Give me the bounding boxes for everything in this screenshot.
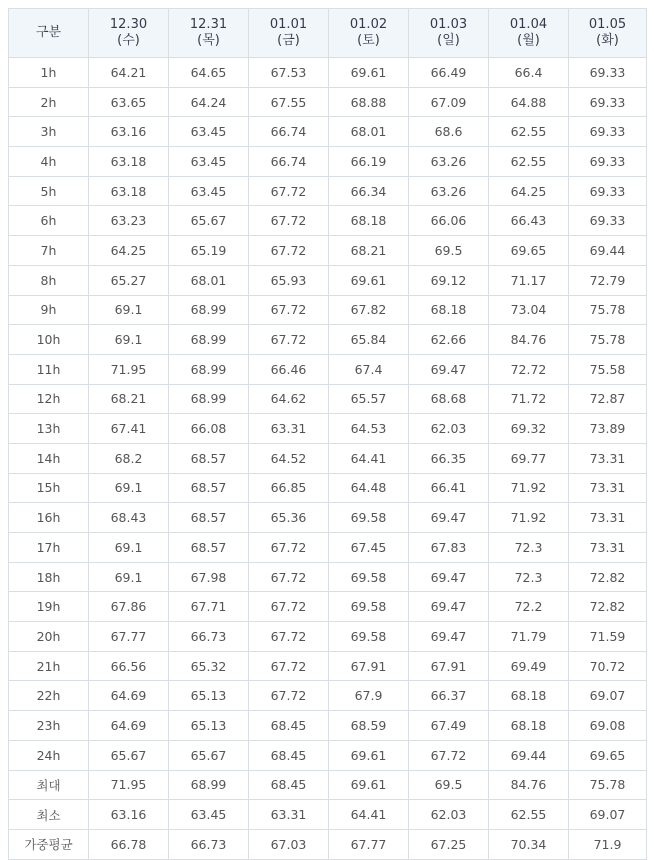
value-cell: 63.45 <box>169 147 249 177</box>
value-cell: 72.82 <box>569 562 647 592</box>
table-row <box>9 681 647 711</box>
value-cell: 64.65 <box>169 58 249 88</box>
value-cell: 65.67 <box>169 740 249 770</box>
value-cell: 68.99 <box>169 325 249 355</box>
value-cell: 67.09 <box>409 87 489 117</box>
value-cell: 69.61 <box>329 265 409 295</box>
header-date-cell <box>89 9 169 58</box>
row-label-cell: 3h <box>9 117 89 147</box>
value-cell: 68.57 <box>169 533 249 563</box>
value-cell: 68.99 <box>169 384 249 414</box>
value-cell: 65.67 <box>169 206 249 236</box>
header-label-cell: 구분 <box>9 9 89 58</box>
value-cell: 66.4 <box>489 58 569 88</box>
value-cell: 68.43 <box>89 503 169 533</box>
table-row <box>9 325 647 355</box>
value-cell: 69.47 <box>409 622 489 652</box>
row-label-cell: 22h <box>9 681 89 711</box>
value-cell: 72.82 <box>569 592 647 622</box>
value-cell: 64.88 <box>489 87 569 117</box>
table-row <box>9 562 647 592</box>
value-cell: 62.03 <box>409 800 489 830</box>
value-cell: 69.61 <box>329 770 409 800</box>
value-cell: 73.04 <box>489 295 569 325</box>
value-cell: 63.18 <box>89 176 169 206</box>
value-cell: 67.72 <box>249 176 329 206</box>
value-cell: 69.1 <box>89 533 169 563</box>
table-row <box>9 265 647 295</box>
value-cell: 69.47 <box>409 562 489 592</box>
value-cell: 67.72 <box>249 206 329 236</box>
value-cell: 67.83 <box>409 533 489 563</box>
value-cell: 72.79 <box>569 265 647 295</box>
value-cell: 65.67 <box>89 740 169 770</box>
value-cell: 67.72 <box>249 622 329 652</box>
value-cell: 69.5 <box>409 770 489 800</box>
row-label-cell: 5h <box>9 176 89 206</box>
value-cell: 73.31 <box>569 503 647 533</box>
header-day: (토) <box>357 33 380 48</box>
value-cell: 64.21 <box>89 58 169 88</box>
value-cell: 69.33 <box>569 87 647 117</box>
header-date: 01.05 <box>588 17 627 32</box>
table-row <box>9 770 647 800</box>
header-date-cell <box>489 9 569 58</box>
value-cell: 67.72 <box>249 562 329 592</box>
table-row <box>9 206 647 236</box>
value-cell: 71.9 <box>569 829 647 859</box>
value-cell: 68.99 <box>169 770 249 800</box>
row-label-cell: 19h <box>9 592 89 622</box>
value-cell: 69.65 <box>489 236 569 266</box>
value-cell: 67.82 <box>329 295 409 325</box>
row-label-cell: 9h <box>9 295 89 325</box>
value-cell: 68.21 <box>89 384 169 414</box>
value-cell: 73.89 <box>569 414 647 444</box>
value-cell: 64.25 <box>89 236 169 266</box>
row-label-cell: 21h <box>9 651 89 681</box>
value-cell: 69.47 <box>409 592 489 622</box>
value-cell: 62.66 <box>409 325 489 355</box>
row-label-cell: 23h <box>9 711 89 741</box>
row-label-cell: 14h <box>9 443 89 473</box>
header-date-cell <box>409 9 489 58</box>
value-cell: 68.99 <box>169 354 249 384</box>
value-cell: 67.55 <box>249 87 329 117</box>
hourly-price-table <box>8 8 647 860</box>
value-cell: 63.18 <box>89 147 169 177</box>
value-cell: 63.23 <box>89 206 169 236</box>
value-cell: 66.41 <box>409 473 489 503</box>
value-cell: 68.18 <box>489 711 569 741</box>
value-cell: 71.92 <box>489 503 569 533</box>
value-cell: 63.31 <box>249 800 329 830</box>
value-cell: 71.92 <box>489 473 569 503</box>
value-cell: 69.58 <box>329 592 409 622</box>
value-cell: 67.77 <box>89 622 169 652</box>
value-cell: 65.13 <box>169 711 249 741</box>
value-cell: 68.45 <box>249 770 329 800</box>
value-cell: 67.98 <box>169 562 249 592</box>
row-label-cell: 11h <box>9 354 89 384</box>
value-cell: 66.06 <box>409 206 489 236</box>
value-cell: 67.72 <box>249 681 329 711</box>
value-cell: 63.45 <box>169 800 249 830</box>
value-cell: 68.68 <box>409 384 489 414</box>
value-cell: 67.72 <box>249 295 329 325</box>
value-cell: 69.77 <box>489 443 569 473</box>
header-date: 12.30 <box>109 17 148 32</box>
value-cell: 71.95 <box>89 354 169 384</box>
value-cell: 65.19 <box>169 236 249 266</box>
value-cell: 66.46 <box>249 354 329 384</box>
table-row <box>9 800 647 830</box>
value-cell: 67.72 <box>249 533 329 563</box>
table-row <box>9 414 647 444</box>
value-cell: 65.36 <box>249 503 329 533</box>
table-row <box>9 829 647 859</box>
table-row <box>9 147 647 177</box>
value-cell: 63.31 <box>249 414 329 444</box>
header-date: 01.02 <box>349 17 388 32</box>
value-cell: 63.16 <box>89 800 169 830</box>
value-cell: 69.07 <box>569 681 647 711</box>
value-cell: 66.37 <box>409 681 489 711</box>
value-cell: 68.57 <box>169 443 249 473</box>
value-cell: 63.45 <box>169 117 249 147</box>
header-day: (목) <box>197 33 220 48</box>
value-cell: 67.9 <box>329 681 409 711</box>
value-cell: 62.03 <box>409 414 489 444</box>
value-cell: 67.72 <box>249 651 329 681</box>
row-label-cell: 4h <box>9 147 89 177</box>
row-label-cell: 16h <box>9 503 89 533</box>
value-cell: 66.19 <box>329 147 409 177</box>
row-label-cell: 13h <box>9 414 89 444</box>
value-cell: 69.33 <box>569 147 647 177</box>
value-cell: 66.49 <box>409 58 489 88</box>
value-cell: 64.25 <box>489 176 569 206</box>
table-row <box>9 711 647 741</box>
value-cell: 72.72 <box>489 354 569 384</box>
row-label-cell: 12h <box>9 384 89 414</box>
value-cell: 66.35 <box>409 443 489 473</box>
value-cell: 69.1 <box>89 325 169 355</box>
value-cell: 67.86 <box>89 592 169 622</box>
value-cell: 69.44 <box>489 740 569 770</box>
value-cell: 75.78 <box>569 770 647 800</box>
price-table-container <box>8 8 647 860</box>
value-cell: 66.74 <box>249 117 329 147</box>
value-cell: 68.45 <box>249 740 329 770</box>
header-date: 01.03 <box>429 17 468 32</box>
value-cell: 66.73 <box>169 622 249 652</box>
value-cell: 68.6 <box>409 117 489 147</box>
value-cell: 62.55 <box>489 800 569 830</box>
value-cell: 67.77 <box>329 829 409 859</box>
row-label-cell: 24h <box>9 740 89 770</box>
value-cell: 69.61 <box>329 58 409 88</box>
value-cell: 67.71 <box>169 592 249 622</box>
header-day: (월) <box>517 33 540 48</box>
header-date: 12.31 <box>189 17 228 32</box>
value-cell: 69.08 <box>569 711 647 741</box>
value-cell: 63.16 <box>89 117 169 147</box>
value-cell: 73.31 <box>569 443 647 473</box>
row-label-cell: 2h <box>9 87 89 117</box>
row-label-cell: 가중평균 <box>9 829 89 859</box>
header-day: (금) <box>277 33 300 48</box>
header-date-cell <box>249 9 329 58</box>
value-cell: 69.58 <box>329 503 409 533</box>
value-cell: 63.26 <box>409 147 489 177</box>
value-cell: 73.31 <box>569 473 647 503</box>
row-label-cell: 15h <box>9 473 89 503</box>
value-cell: 67.41 <box>89 414 169 444</box>
table-row <box>9 295 647 325</box>
table-row <box>9 443 647 473</box>
value-cell: 69.1 <box>89 473 169 503</box>
header-day: (일) <box>437 33 460 48</box>
row-label-cell: 10h <box>9 325 89 355</box>
value-cell: 64.24 <box>169 87 249 117</box>
value-cell: 69.32 <box>489 414 569 444</box>
value-cell: 72.87 <box>569 384 647 414</box>
value-cell: 66.08 <box>169 414 249 444</box>
value-cell: 68.59 <box>329 711 409 741</box>
value-cell: 73.31 <box>569 533 647 563</box>
value-cell: 65.84 <box>329 325 409 355</box>
row-label-cell: 최대 <box>9 770 89 800</box>
table-body <box>9 58 647 860</box>
value-cell: 64.53 <box>329 414 409 444</box>
value-cell: 69.58 <box>329 562 409 592</box>
row-label-cell: 7h <box>9 236 89 266</box>
value-cell: 66.73 <box>169 829 249 859</box>
value-cell: 66.85 <box>249 473 329 503</box>
value-cell: 69.33 <box>569 206 647 236</box>
value-cell: 63.26 <box>409 176 489 206</box>
table-row <box>9 384 647 414</box>
row-label-cell: 20h <box>9 622 89 652</box>
value-cell: 64.41 <box>329 443 409 473</box>
value-cell: 67.25 <box>409 829 489 859</box>
table-row <box>9 236 647 266</box>
value-cell: 70.72 <box>569 651 647 681</box>
value-cell: 64.48 <box>329 473 409 503</box>
value-cell: 67.03 <box>249 829 329 859</box>
value-cell: 69.61 <box>329 740 409 770</box>
value-cell: 71.79 <box>489 622 569 652</box>
row-label-cell: 17h <box>9 533 89 563</box>
value-cell: 67.53 <box>249 58 329 88</box>
row-label-cell: 6h <box>9 206 89 236</box>
value-cell: 68.01 <box>329 117 409 147</box>
value-cell: 69.12 <box>409 265 489 295</box>
value-cell: 68.57 <box>169 473 249 503</box>
table-row <box>9 622 647 652</box>
value-cell: 68.21 <box>329 236 409 266</box>
value-cell: 71.17 <box>489 265 569 295</box>
value-cell: 69.1 <box>89 562 169 592</box>
value-cell: 68.18 <box>409 295 489 325</box>
value-cell: 69.33 <box>569 176 647 206</box>
value-cell: 65.27 <box>89 265 169 295</box>
value-cell: 69.1 <box>89 295 169 325</box>
header-date: 01.01 <box>269 17 308 32</box>
value-cell: 64.69 <box>89 711 169 741</box>
value-cell: 69.44 <box>569 236 647 266</box>
value-cell: 71.72 <box>489 384 569 414</box>
value-cell: 72.3 <box>489 562 569 592</box>
table-row <box>9 87 647 117</box>
value-cell: 69.33 <box>569 58 647 88</box>
row-label-cell: 8h <box>9 265 89 295</box>
table-row <box>9 533 647 563</box>
value-cell: 62.55 <box>489 147 569 177</box>
value-cell: 66.43 <box>489 206 569 236</box>
value-cell: 68.18 <box>489 681 569 711</box>
header-date: 01.04 <box>509 17 548 32</box>
value-cell: 66.74 <box>249 147 329 177</box>
value-cell: 69.58 <box>329 622 409 652</box>
value-cell: 68.01 <box>169 265 249 295</box>
header-day: (수) <box>117 33 140 48</box>
value-cell: 68.45 <box>249 711 329 741</box>
value-cell: 64.52 <box>249 443 329 473</box>
table-row <box>9 473 647 503</box>
value-cell: 66.34 <box>329 176 409 206</box>
value-cell: 72.3 <box>489 533 569 563</box>
value-cell: 67.49 <box>409 711 489 741</box>
header-day: (화) <box>596 33 619 48</box>
value-cell: 68.18 <box>329 206 409 236</box>
value-cell: 67.4 <box>329 354 409 384</box>
value-cell: 69.5 <box>409 236 489 266</box>
value-cell: 65.57 <box>329 384 409 414</box>
value-cell: 68.57 <box>169 503 249 533</box>
value-cell: 67.72 <box>409 740 489 770</box>
row-label-cell: 최소 <box>9 800 89 830</box>
value-cell: 68.99 <box>169 295 249 325</box>
value-cell: 67.91 <box>329 651 409 681</box>
value-cell: 68.88 <box>329 87 409 117</box>
header-date-cell <box>569 9 647 58</box>
value-cell: 69.47 <box>409 503 489 533</box>
value-cell: 66.78 <box>89 829 169 859</box>
value-cell: 69.47 <box>409 354 489 384</box>
header-date-cell <box>169 9 249 58</box>
value-cell: 68.2 <box>89 443 169 473</box>
table-row <box>9 58 647 88</box>
value-cell: 64.62 <box>249 384 329 414</box>
value-cell: 66.56 <box>89 651 169 681</box>
value-cell: 69.33 <box>569 117 647 147</box>
value-cell: 65.93 <box>249 265 329 295</box>
table-row <box>9 651 647 681</box>
value-cell: 67.91 <box>409 651 489 681</box>
value-cell: 69.49 <box>489 651 569 681</box>
table-row <box>9 117 647 147</box>
value-cell: 84.76 <box>489 325 569 355</box>
value-cell: 67.72 <box>249 325 329 355</box>
value-cell: 72.2 <box>489 592 569 622</box>
value-cell: 84.76 <box>489 770 569 800</box>
value-cell: 65.13 <box>169 681 249 711</box>
value-cell: 69.65 <box>569 740 647 770</box>
table-row <box>9 503 647 533</box>
value-cell: 64.69 <box>89 681 169 711</box>
row-label-cell: 1h <box>9 58 89 88</box>
value-cell: 71.59 <box>569 622 647 652</box>
header-date-cell <box>329 9 409 58</box>
value-cell: 65.32 <box>169 651 249 681</box>
value-cell: 75.58 <box>569 354 647 384</box>
table-row <box>9 740 647 770</box>
value-cell: 67.45 <box>329 533 409 563</box>
value-cell: 64.41 <box>329 800 409 830</box>
table-row <box>9 354 647 384</box>
value-cell: 63.45 <box>169 176 249 206</box>
value-cell: 63.65 <box>89 87 169 117</box>
value-cell: 69.07 <box>569 800 647 830</box>
value-cell: 75.78 <box>569 295 647 325</box>
value-cell: 67.72 <box>249 592 329 622</box>
table-row <box>9 592 647 622</box>
row-label-cell: 18h <box>9 562 89 592</box>
table-header-row <box>9 9 647 58</box>
value-cell: 71.95 <box>89 770 169 800</box>
table-row <box>9 176 647 206</box>
value-cell: 67.72 <box>249 236 329 266</box>
value-cell: 75.78 <box>569 325 647 355</box>
value-cell: 70.34 <box>489 829 569 859</box>
value-cell: 62.55 <box>489 117 569 147</box>
